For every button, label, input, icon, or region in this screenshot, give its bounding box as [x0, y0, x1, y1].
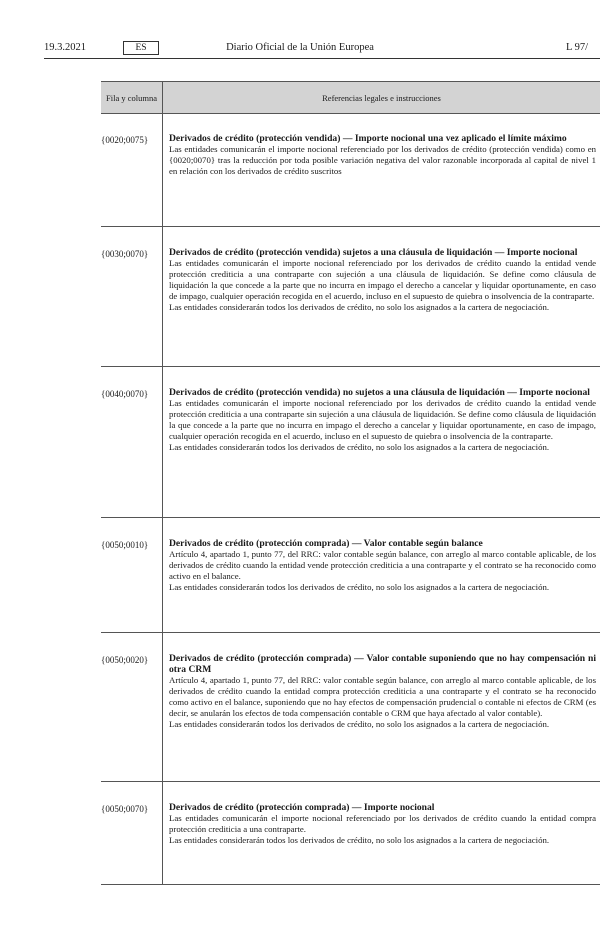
row-reference: {0030;0070} — [101, 249, 149, 259]
row-reference: {0040;0070} — [101, 389, 149, 399]
row-content — [169, 133, 596, 177]
row-paragraph: Artículo 4, apartado 1, punto 77, del RRC: valor contable según balance, con arreglo al marco contable aplicable, de los derivados de crédito cuando la entidad vende protección crediticia a una contraparte y el contrato se ha reconocido como activo en el balance. — [169, 549, 596, 581]
row-title: Derivados de crédito (protección vendida) sujetos a una cláusula de liquidación — Importe nocional — [169, 247, 578, 258]
row-content — [169, 653, 596, 730]
publication-date: 19.3.2021 — [44, 42, 86, 53]
language-badge: ES — [123, 41, 159, 55]
table-row — [101, 367, 600, 518]
row-title: Derivados de crédito (protección vendida) — Importe nocional una vez aplicado el límite máximo — [169, 133, 567, 144]
row-paragraph: Las entidades considerarán todos los derivados de crédito, no solo los asignados a la cartera de negociación. — [169, 835, 550, 845]
row-paragraph: Artículo 4, apartado 1, punto 77, del RRC: valor contable según balance, con arreglo al marco contable aplicable, de los derivados de crédito cuando la entidad compra protección crediticia a una contraparte y el contrato se ha reconocido como activo en el balance, suponiendo que no hay efectos de compensación prudencial o contable ni efectos de CRM (es decir, se anularán los efectos de toda compensación contable o CRM que haya afectado al valor contable). — [169, 675, 596, 718]
table-row — [101, 113, 600, 227]
instructions-table — [101, 81, 600, 845]
row-content — [169, 802, 596, 846]
row-reference: {0050;0020} — [101, 655, 149, 665]
page-number: L 97/ — [566, 42, 589, 53]
page-header — [0, 36, 600, 60]
row-reference: {0020;0075} — [101, 135, 149, 145]
row-title: Derivados de crédito (protección comprada) — Valor contable según balance — [169, 538, 483, 549]
row-paragraph: Las entidades considerarán todos los derivados de crédito, no solo los asignados a la cartera de negociación. — [169, 442, 550, 452]
journal-title: Diario Oficial de la Unión Europea — [226, 42, 374, 53]
header-rule — [44, 58, 600, 59]
row-content — [169, 538, 596, 593]
table-row — [101, 782, 600, 885]
column-header-row-col: Fila y columna — [101, 82, 163, 113]
row-title: Derivados de crédito (protección comprada) — Importe nocional — [169, 802, 435, 813]
row-title: Derivados de crédito (protección comprada) — Valor contable suponiendo que no hay compensación ni otra CRM — [169, 653, 596, 675]
column-header-references: Referencias legales e instrucciones — [322, 92, 441, 103]
row-paragraph: Las entidades considerarán todos los derivados de crédito, no solo los asignados a la cartera de negociación. — [169, 302, 550, 312]
table-row — [101, 227, 600, 367]
row-paragraph: Las entidades comunicarán el importe nocional referenciado por los derivados de crédito cuando la entidad vende protección crediticia a una contraparte sin sujeción a una cláusula de liquidación. Se define como cláusula de liquidación la que concede a la parte que no incurra en impago el derecho a cancelar y liquidar oportunamente, en caso de impago, cualquier operación recogida en el acuerdo, incluso en el supuesto de quiebra o insolvencia de la contraparte. — [169, 398, 596, 441]
row-reference: {0050;0070} — [101, 804, 149, 814]
row-paragraph: Las entidades comunicarán el importe nocional referenciado por los derivados de crédito cuando la entidad vende protección crediticia a una contraparte con sujeción a una cláusula de liquidación. Se define como cláusula de liquidación la que concede a la parte que no incurra en impago el derecho a cancelar y liquidar oportunamente, en caso de impago, cualquier operación recogida en el acuerdo, incluso en el supuesto de quiebra o insolvencia de la contraparte. — [169, 258, 596, 301]
row-paragraph: Las entidades considerarán todos los derivados de crédito, no solo los asignados a la cartera de negociación. — [169, 719, 550, 729]
row-content — [169, 387, 596, 453]
row-paragraph: Las entidades comunicarán el importe nocional referenciado por los derivados de crédito (protección vendida) como en {0020;0070} tras la reducción por toda posible variación negativa del valor razonable incorporada al capital de nivel 1 en relación con los derivados de crédito suscritos — [169, 144, 596, 176]
row-reference: {0050;0010} — [101, 540, 149, 550]
row-title: Derivados de crédito (protección vendida) no sujetos a una cláusula de liquidación — Importe nocional — [169, 387, 590, 398]
row-content — [169, 247, 596, 313]
row-paragraph: Las entidades comunicarán el importe nocional referenciado por los derivados de crédito cuando la entidad compra protección crediticia a una contraparte. — [169, 813, 596, 834]
row-paragraph: Las entidades considerarán todos los derivados de crédito, no solo los asignados a la cartera de negociación. — [169, 582, 550, 592]
table-row — [101, 633, 600, 782]
table-header — [101, 81, 600, 114]
table-row — [101, 518, 600, 633]
